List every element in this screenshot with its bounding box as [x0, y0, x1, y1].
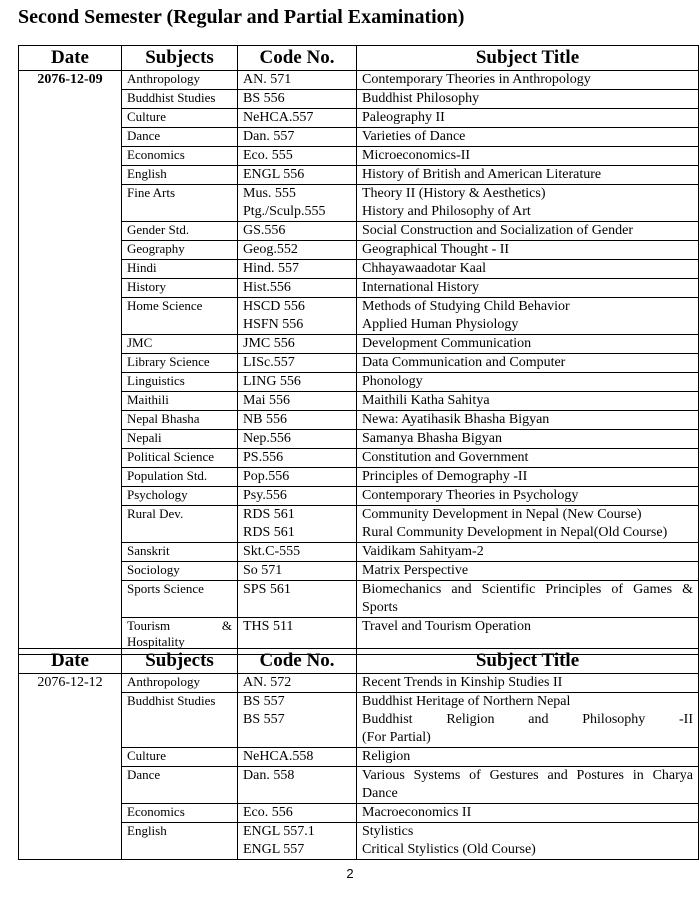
subject-cell: Gender Std.: [122, 222, 238, 241]
subject-cell: Home Science: [122, 298, 238, 335]
title-cell: [357, 693, 699, 748]
title-cell: Buddhist Philosophy: [357, 90, 699, 109]
title-cell: Paleography II: [357, 109, 699, 128]
subject-cell: Nepali: [122, 430, 238, 449]
title-line: Theory II (History & Aesthetics): [362, 186, 546, 201]
code-cell: Psy.556: [238, 487, 357, 506]
header-date: Date: [19, 649, 122, 674]
title-cell: Varieties of Dance: [357, 128, 699, 147]
title-line: History and Philosophy of Art: [362, 204, 531, 219]
title-line: Biomechanics and Scientific Principles of Games &: [362, 582, 693, 597]
subject-cell: Culture: [122, 109, 238, 128]
subject-cell: Political Science: [122, 449, 238, 468]
title-line: Methods of Studying Child Behavior: [362, 299, 570, 314]
title-line: Dance: [362, 786, 398, 801]
title-cell: [357, 767, 699, 804]
code-cell: Eco. 556: [238, 804, 357, 823]
subject-word: Tourism: [127, 618, 171, 633]
header-code: Code No.: [238, 46, 357, 71]
title-line: Various Systems of Gestures and Postures in Charya: [362, 768, 693, 783]
code-cell: [238, 823, 357, 860]
code-cell: THS 511: [238, 618, 357, 655]
header-subjects: Subjects: [122, 46, 238, 71]
page-heading: Second Semester (Regular and Partial Examination): [18, 6, 465, 28]
code-cell: Pop.556: [238, 468, 357, 487]
title-cell: Religion: [357, 748, 699, 767]
code-cell: AN. 571: [238, 71, 357, 90]
title-cell: Phonology: [357, 373, 699, 392]
code-line: Ptg./Sculp.555: [243, 204, 326, 219]
code-cell: Eco. 555: [238, 147, 357, 166]
code-cell: Hist.556: [238, 279, 357, 298]
title-cell: Principles of Demography -II: [357, 468, 699, 487]
title-cell: Matrix Perspective: [357, 562, 699, 581]
code-line: HSCD 556: [243, 299, 305, 314]
table-row: [19, 674, 699, 693]
title-cell: Macroeconomics II: [357, 804, 699, 823]
code-line: RDS 561: [243, 507, 295, 522]
title-line: Buddhist Heritage of Northern Nepal: [362, 694, 571, 709]
page-number: 2: [346, 866, 354, 881]
title-cell: Vaidikam Sahityam-2: [357, 543, 699, 562]
code-cell: Dan. 558: [238, 767, 357, 804]
title-line: (For Partial): [362, 730, 431, 745]
code-cell: [238, 506, 357, 543]
code-cell: BS 556: [238, 90, 357, 109]
subject-cell: Psychology: [122, 487, 238, 506]
code-cell: Dan. 557: [238, 128, 357, 147]
title-cell: [357, 506, 699, 543]
code-cell: Hind. 557: [238, 260, 357, 279]
title-line: Buddhist Religion and Philosophy -II: [362, 712, 693, 727]
header-title: Subject Title: [357, 46, 699, 71]
title-cell: Maithili Katha Sahitya: [357, 392, 699, 411]
title-cell: [357, 823, 699, 860]
subject-cell: Rural Dev.: [122, 506, 238, 543]
header-subjects: Subjects: [122, 649, 238, 674]
subject-word: &: [221, 618, 232, 633]
title-line: Rural Community Development in Nepal(Old Course): [362, 525, 668, 540]
code-line: ENGL 557: [243, 842, 305, 857]
subject-cell: Population Std.: [122, 468, 238, 487]
code-line: HSFN 556: [243, 317, 304, 332]
table-header-row: [19, 649, 699, 674]
code-cell: SPS 561: [238, 581, 357, 618]
title-cell: [357, 185, 699, 222]
code-cell: JMC 556: [238, 335, 357, 354]
subject-cell: Economics: [122, 804, 238, 823]
exam-schedule-table-1: [18, 45, 699, 655]
title-cell: Development Communication: [357, 335, 699, 354]
code-line: Mus. 555: [243, 186, 296, 201]
title-line: Applied Human Physiology: [362, 317, 519, 332]
subject-cell: Dance: [122, 767, 238, 804]
header-title: Subject Title: [357, 649, 699, 674]
title-cell: Microeconomics-II: [357, 147, 699, 166]
title-cell: Contemporary Theories in Anthropology: [357, 71, 699, 90]
code-line: RDS 561: [243, 525, 295, 540]
subject-line: [127, 618, 232, 634]
subject-cell: English: [122, 823, 238, 860]
title-cell: Social Construction and Socialization of Gender: [357, 222, 699, 241]
title-line: Critical Stylistics (Old Course): [362, 842, 536, 857]
subject-cell: Maithili: [122, 392, 238, 411]
subject-line: Hospitality: [127, 634, 185, 649]
title-line: Sports: [362, 600, 398, 615]
subject-cell: Hindi: [122, 260, 238, 279]
code-cell: NeHCA.558: [238, 748, 357, 767]
header-date: Date: [19, 46, 122, 71]
code-cell: Mai 556: [238, 392, 357, 411]
subject-cell: Buddhist Studies: [122, 693, 238, 748]
title-cell: International History: [357, 279, 699, 298]
subject-cell: Culture: [122, 748, 238, 767]
title-cell: Newa: Ayatihasik Bhasha Bigyan: [357, 411, 699, 430]
code-cell: LING 556: [238, 373, 357, 392]
subject-cell: Anthropology: [122, 674, 238, 693]
subject-cell: Economics: [122, 147, 238, 166]
title-cell: History of British and American Literature: [357, 166, 699, 185]
title-cell: Contemporary Theories in Psychology: [357, 487, 699, 506]
subject-cell: JMC: [122, 335, 238, 354]
subject-cell: Geography: [122, 241, 238, 260]
subject-cell: Library Science: [122, 354, 238, 373]
code-cell: [238, 693, 357, 748]
code-cell: PS.556: [238, 449, 357, 468]
table-header-row: [19, 46, 699, 71]
code-cell: GS.556: [238, 222, 357, 241]
title-cell: Geographical Thought - II: [357, 241, 699, 260]
code-line: BS 557: [243, 712, 285, 727]
code-line: BS 557: [243, 694, 285, 709]
code-cell: ENGL 556: [238, 166, 357, 185]
title-cell: Constitution and Government: [357, 449, 699, 468]
title-cell: Recent Trends in Kinship Studies II: [357, 674, 699, 693]
subject-cell: Buddhist Studies: [122, 90, 238, 109]
subject-cell: Nepal Bhasha: [122, 411, 238, 430]
code-cell: [238, 185, 357, 222]
subject-cell: English: [122, 166, 238, 185]
subject-cell: Sports Science: [122, 581, 238, 618]
code-cell: [238, 298, 357, 335]
code-cell: LISc.557: [238, 354, 357, 373]
title-cell: Data Communication and Computer: [357, 354, 699, 373]
code-cell: Nep.556: [238, 430, 357, 449]
subject-cell: Anthropology: [122, 71, 238, 90]
code-cell: NeHCA.557: [238, 109, 357, 128]
title-cell: [357, 581, 699, 618]
code-cell: AN. 572: [238, 674, 357, 693]
code-cell: NB 556: [238, 411, 357, 430]
title-cell: Travel and Tourism Operation: [357, 618, 699, 655]
subject-cell: Dance: [122, 128, 238, 147]
code-cell: So 571: [238, 562, 357, 581]
exam-date: 2076-12-12: [19, 674, 122, 860]
table-row: [19, 71, 699, 90]
exam-schedule-table-2: [18, 648, 699, 860]
subject-cell: Fine Arts: [122, 185, 238, 222]
exam-date: 2076-12-09: [19, 71, 122, 655]
header-code: Code No.: [238, 649, 357, 674]
title-cell: [357, 298, 699, 335]
subject-cell: Sanskrit: [122, 543, 238, 562]
code-cell: Skt.C-555: [238, 543, 357, 562]
title-line: Community Development in Nepal (New Course): [362, 507, 642, 522]
subject-cell: History: [122, 279, 238, 298]
title-cell: Chhayawaadotar Kaal: [357, 260, 699, 279]
title-cell: Samanya Bhasha Bigyan: [357, 430, 699, 449]
code-cell: Geog.552: [238, 241, 357, 260]
subject-cell: Sociology: [122, 562, 238, 581]
subject-cell: Linguistics: [122, 373, 238, 392]
code-line: ENGL 557.1: [243, 824, 315, 839]
title-line: Stylistics: [362, 824, 414, 839]
